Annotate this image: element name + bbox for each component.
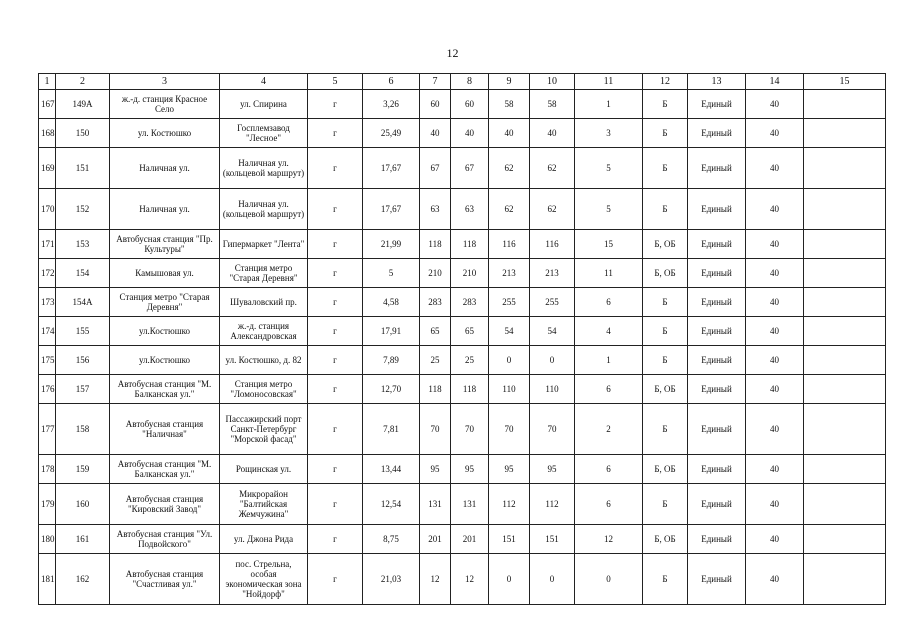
route-length-cell: 12,54 [363,484,420,525]
route-length-cell: 21,99 [363,230,420,259]
table-row [39,119,886,148]
value-cell-14: 40 [746,404,804,455]
route-type-cell: г [308,484,363,525]
value-cell-14: 40 [746,375,804,404]
value-cell-15 [804,455,886,484]
vehicle-class-cell: Б, ОБ [643,230,688,259]
route-length-cell: 21,03 [363,554,420,605]
value-cell-14: 40 [746,525,804,554]
end-point-cell: Наличная ул. (кольцевой маршрут) [220,189,308,230]
route-length-cell: 25,49 [363,119,420,148]
row-index-cell: 171 [39,230,56,259]
table-row [39,525,886,554]
value-cell-9: 255 [489,288,530,317]
value-cell-10: 0 [530,554,575,605]
value-cell-9: 0 [489,346,530,375]
column-header: 2 [56,74,110,90]
route-type-cell: г [308,148,363,189]
route-length-cell: 17,91 [363,317,420,346]
value-cell-14: 40 [746,148,804,189]
vehicle-class-cell: Б, ОБ [643,455,688,484]
route-number-cell: 149А [56,90,110,119]
value-cell-8: 63 [451,189,489,230]
route-type-cell: г [308,317,363,346]
value-cell-9: 151 [489,525,530,554]
value-cell-7: 210 [420,259,451,288]
route-length-cell: 12,70 [363,375,420,404]
start-point-cell: Наличная ул. [110,148,220,189]
route-type-cell: г [308,119,363,148]
end-point-cell: Пассажирский порт Санкт-Петербург "Морской фасад" [220,404,308,455]
column-header: 3 [110,74,220,90]
start-point-cell: Станция метро "Старая Деревня" [110,288,220,317]
route-number-cell: 156 [56,346,110,375]
value-cell-14: 40 [746,288,804,317]
table-row [39,90,886,119]
end-point-cell: Гипермаркет "Лента" [220,230,308,259]
vehicle-class-cell: Б [643,288,688,317]
value-cell-10: 116 [530,230,575,259]
tariff-cell: Единый [688,90,746,119]
table-row [39,375,886,404]
value-cell-15 [804,484,886,525]
value-cell-10: 0 [530,346,575,375]
value-cell-9: 54 [489,317,530,346]
value-cell-15 [804,148,886,189]
value-cell-11: 15 [575,230,643,259]
value-cell-7: 60 [420,90,451,119]
end-point-cell: пос. Стрельна, особая экономическая зона "Нойдорф" [220,554,308,605]
route-number-cell: 159 [56,455,110,484]
route-number-cell: 151 [56,148,110,189]
vehicle-class-cell: Б [643,189,688,230]
value-cell-11: 5 [575,189,643,230]
value-cell-8: 67 [451,148,489,189]
value-cell-14: 40 [746,317,804,346]
tariff-cell: Единый [688,259,746,288]
start-point-cell: Автобусная станция "Ул. Подвойского" [110,525,220,554]
route-number-cell: 155 [56,317,110,346]
route-type-cell: г [308,90,363,119]
value-cell-9: 0 [489,554,530,605]
start-point-cell: ул.Костюшко [110,317,220,346]
vehicle-class-cell: Б [643,90,688,119]
value-cell-8: 283 [451,288,489,317]
row-index-cell: 172 [39,259,56,288]
tariff-cell: Единый [688,484,746,525]
value-cell-14: 40 [746,230,804,259]
value-cell-15 [804,404,886,455]
route-type-cell: г [308,455,363,484]
start-point-cell: Наличная ул. [110,189,220,230]
end-point-cell: ул. Спирина [220,90,308,119]
vehicle-class-cell: Б, ОБ [643,375,688,404]
end-point-cell: Микрорайон "Балтийская Жемчужина" [220,484,308,525]
row-index-cell: 177 [39,404,56,455]
value-cell-10: 54 [530,317,575,346]
row-index-cell: 176 [39,375,56,404]
route-number-cell: 154А [56,288,110,317]
column-header: 1 [39,74,56,90]
route-length-cell: 13,44 [363,455,420,484]
value-cell-14: 40 [746,259,804,288]
route-type-cell: г [308,346,363,375]
vehicle-class-cell: Б [643,554,688,605]
value-cell-9: 110 [489,375,530,404]
row-index-cell: 179 [39,484,56,525]
start-point-cell: ул.Костюшко [110,346,220,375]
route-length-cell: 7,89 [363,346,420,375]
end-point-cell: ул. Джона Рида [220,525,308,554]
value-cell-11: 5 [575,148,643,189]
end-point-cell: ж.-д. станция Александровская [220,317,308,346]
value-cell-10: 151 [530,525,575,554]
row-index-cell: 178 [39,455,56,484]
vehicle-class-cell: Б, ОБ [643,259,688,288]
route-length-cell: 5 [363,259,420,288]
table-row [39,230,886,259]
route-length-cell: 3,26 [363,90,420,119]
value-cell-9: 112 [489,484,530,525]
route-type-cell: г [308,404,363,455]
value-cell-8: 95 [451,455,489,484]
table-row [39,484,886,525]
value-cell-7: 70 [420,404,451,455]
row-index-cell: 168 [39,119,56,148]
table-row [39,189,886,230]
column-header: 6 [363,74,420,90]
row-index-cell: 169 [39,148,56,189]
value-cell-11: 6 [575,288,643,317]
tariff-cell: Единый [688,288,746,317]
value-cell-7: 40 [420,119,451,148]
value-cell-9: 70 [489,404,530,455]
value-cell-14: 40 [746,554,804,605]
value-cell-15 [804,346,886,375]
value-cell-14: 40 [746,455,804,484]
row-index-cell: 180 [39,525,56,554]
value-cell-15 [804,119,886,148]
vehicle-class-cell: Б [643,346,688,375]
value-cell-15 [804,317,886,346]
column-header: 7 [420,74,451,90]
tariff-cell: Единый [688,554,746,605]
table-row [39,288,886,317]
route-number-cell: 154 [56,259,110,288]
tariff-cell: Единый [688,189,746,230]
route-number-cell: 162 [56,554,110,605]
tariff-cell: Единый [688,525,746,554]
value-cell-15 [804,554,886,605]
value-cell-15 [804,375,886,404]
end-point-cell: Станция метро "Старая Деревня" [220,259,308,288]
value-cell-10: 40 [530,119,575,148]
table-row [39,259,886,288]
start-point-cell: Автобусная станция "М. Балканская ул." [110,375,220,404]
route-number-cell: 161 [56,525,110,554]
vehicle-class-cell: Б [643,317,688,346]
table-body [39,90,886,605]
value-cell-11: 6 [575,484,643,525]
row-index-cell: 173 [39,288,56,317]
value-cell-8: 201 [451,525,489,554]
vehicle-class-cell: Б [643,148,688,189]
value-cell-7: 67 [420,148,451,189]
value-cell-10: 112 [530,484,575,525]
tariff-cell: Единый [688,317,746,346]
value-cell-9: 95 [489,455,530,484]
value-cell-9: 213 [489,259,530,288]
column-header: 5 [308,74,363,90]
start-point-cell: Камышовая ул. [110,259,220,288]
value-cell-8: 12 [451,554,489,605]
value-cell-7: 201 [420,525,451,554]
vehicle-class-cell: Б [643,119,688,148]
column-header: 10 [530,74,575,90]
value-cell-11: 0 [575,554,643,605]
column-header: 4 [220,74,308,90]
value-cell-7: 131 [420,484,451,525]
route-length-cell: 7,81 [363,404,420,455]
value-cell-10: 95 [530,455,575,484]
value-cell-15 [804,288,886,317]
end-point-cell: Станция метро "Ломоносовская" [220,375,308,404]
value-cell-9: 40 [489,119,530,148]
value-cell-9: 58 [489,90,530,119]
start-point-cell: Автобусная станция "Наличная" [110,404,220,455]
value-cell-14: 40 [746,189,804,230]
table-row [39,455,886,484]
value-cell-14: 40 [746,346,804,375]
value-cell-9: 116 [489,230,530,259]
value-cell-7: 12 [420,554,451,605]
column-header: 14 [746,74,804,90]
tariff-cell: Единый [688,455,746,484]
tariff-cell: Единый [688,404,746,455]
tariff-cell: Единый [688,346,746,375]
value-cell-8: 40 [451,119,489,148]
value-cell-14: 40 [746,484,804,525]
end-point-cell: Шуваловский пр. [220,288,308,317]
value-cell-11: 11 [575,259,643,288]
table-row [39,346,886,375]
route-length-cell: 17,67 [363,148,420,189]
route-number-cell: 160 [56,484,110,525]
row-index-cell: 167 [39,90,56,119]
row-index-cell: 170 [39,189,56,230]
table-row [39,317,886,346]
column-header: 13 [688,74,746,90]
value-cell-8: 118 [451,375,489,404]
value-cell-14: 40 [746,90,804,119]
value-cell-7: 25 [420,346,451,375]
value-cell-10: 62 [530,189,575,230]
tariff-cell: Единый [688,119,746,148]
value-cell-15 [804,525,886,554]
table-row [39,554,886,605]
value-cell-15 [804,189,886,230]
value-cell-15 [804,259,886,288]
route-length-cell: 17,67 [363,189,420,230]
route-number-cell: 157 [56,375,110,404]
value-cell-11: 3 [575,119,643,148]
column-header: 12 [643,74,688,90]
row-index-cell: 175 [39,346,56,375]
route-type-cell: г [308,259,363,288]
value-cell-10: 255 [530,288,575,317]
start-point-cell: ж.-д. станция Красное Село [110,90,220,119]
row-index-cell: 174 [39,317,56,346]
start-point-cell: ул. Костюшко [110,119,220,148]
vehicle-class-cell: Б, ОБ [643,525,688,554]
route-type-cell: г [308,230,363,259]
tariff-cell: Единый [688,230,746,259]
route-number-cell: 158 [56,404,110,455]
value-cell-10: 213 [530,259,575,288]
route-length-cell: 4,58 [363,288,420,317]
value-cell-10: 70 [530,404,575,455]
value-cell-8: 210 [451,259,489,288]
vehicle-class-cell: Б [643,404,688,455]
tariff-cell: Единый [688,148,746,189]
route-type-cell: г [308,525,363,554]
route-type-cell: г [308,375,363,404]
value-cell-8: 65 [451,317,489,346]
value-cell-7: 65 [420,317,451,346]
value-cell-8: 118 [451,230,489,259]
table-row [39,148,886,189]
tariff-cell: Единый [688,375,746,404]
start-point-cell: Автобусная станция "Пр. Культуры" [110,230,220,259]
value-cell-9: 62 [489,148,530,189]
value-cell-7: 118 [420,230,451,259]
value-cell-9: 62 [489,189,530,230]
value-cell-7: 63 [420,189,451,230]
vehicle-class-cell: Б [643,484,688,525]
column-header: 9 [489,74,530,90]
value-cell-14: 40 [746,119,804,148]
value-cell-15 [804,230,886,259]
route-type-cell: г [308,288,363,317]
value-cell-8: 25 [451,346,489,375]
value-cell-11: 6 [575,455,643,484]
table-header-row [39,74,886,90]
route-type-cell: г [308,554,363,605]
value-cell-10: 110 [530,375,575,404]
value-cell-11: 1 [575,90,643,119]
page-number: 12 [446,46,459,60]
route-number-cell: 150 [56,119,110,148]
table-row [39,404,886,455]
value-cell-8: 70 [451,404,489,455]
routes-table [38,73,886,605]
route-number-cell: 152 [56,189,110,230]
value-cell-10: 58 [530,90,575,119]
end-point-cell: Госплемзавод "Лесное" [220,119,308,148]
route-number-cell: 153 [56,230,110,259]
value-cell-11: 6 [575,375,643,404]
value-cell-7: 95 [420,455,451,484]
route-type-cell: г [308,189,363,230]
start-point-cell: Автобусная станция "М. Балканская ул." [110,455,220,484]
route-length-cell: 8,75 [363,525,420,554]
value-cell-7: 283 [420,288,451,317]
value-cell-8: 131 [451,484,489,525]
value-cell-11: 1 [575,346,643,375]
end-point-cell: ул. Костюшко, д. 82 [220,346,308,375]
start-point-cell: Автобусная станция "Счастливая ул." [110,554,220,605]
end-point-cell: Рощинская ул. [220,455,308,484]
value-cell-10: 62 [530,148,575,189]
value-cell-11: 2 [575,404,643,455]
column-header: 15 [804,74,886,90]
column-header: 8 [451,74,489,90]
value-cell-8: 60 [451,90,489,119]
column-header: 11 [575,74,643,90]
value-cell-11: 4 [575,317,643,346]
value-cell-11: 12 [575,525,643,554]
end-point-cell: Наличная ул. (кольцевой маршрут) [220,148,308,189]
value-cell-15 [804,90,886,119]
start-point-cell: Автобусная станция "Кировский Завод" [110,484,220,525]
row-index-cell: 181 [39,554,56,605]
value-cell-7: 118 [420,375,451,404]
